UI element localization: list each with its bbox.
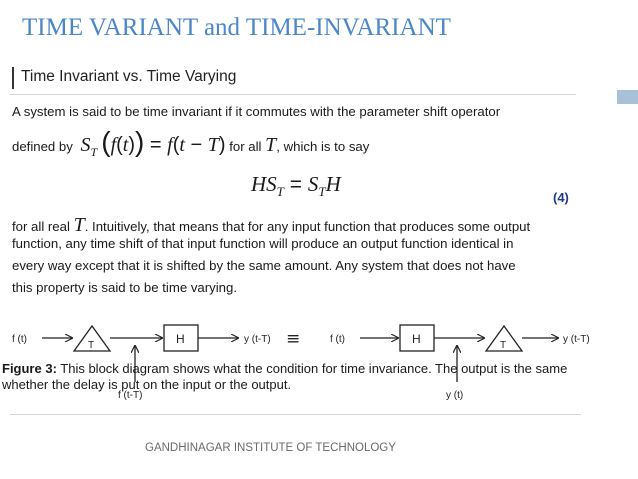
slide-title: TIME VARIANT and TIME-INVARIANT [22, 14, 451, 41]
divider [10, 414, 581, 415]
left-system-label: H [176, 332, 185, 346]
right-delay-label: T [500, 340, 507, 351]
equivalence-symbol: ≡ [286, 329, 301, 349]
commute-equation: $HS_T = S_TH$ [251, 172, 341, 200]
left-mid-label: f (t-T) [118, 390, 143, 401]
text-fragment: for all real [12, 219, 70, 234]
left-delay-label: T [88, 340, 95, 351]
definition-line [12, 126, 369, 160]
right-mid-label: y (t) [446, 390, 464, 401]
left-input-label: f (t) [12, 334, 27, 345]
paragraph-line: every way except that it is shifted by the same amount. Any system that does not have [12, 258, 516, 273]
block-diagram [10, 310, 610, 410]
text-fragment: defined by [12, 139, 73, 154]
text-fragment: , which is to say [276, 139, 370, 154]
section-heading: Time Invariant vs. Time Varying [21, 68, 237, 85]
footer-text: GANDHINAGAR INSTITUTE OF TECHNOLOGY [145, 442, 396, 454]
right-system-label: H [412, 332, 421, 346]
paragraph-line [12, 214, 530, 237]
math-symbol-T: T [265, 134, 277, 156]
header-bar [12, 67, 14, 89]
caption-text: This block diagram shows what the condition for time invariance. The output is the same whether the delay is put on the input or the output. [2, 361, 568, 392]
accent-square [617, 90, 638, 104]
text-fragment: . Intuitively, that means that for any input function that produces some output [84, 219, 531, 234]
text-fragment: for all [229, 139, 262, 154]
right-input-label: f (t) [330, 334, 345, 345]
caption-label: Figure 3: [2, 361, 57, 376]
equation-number: (4) [553, 190, 569, 205]
figure-caption [2, 361, 582, 393]
paragraph-line: A system is said to be time invariant if it commutes with the parameter shift operator [12, 104, 501, 119]
right-output-label: y (t-T) [563, 334, 590, 345]
paragraph-line: this property is said to be time varying. [12, 280, 238, 295]
left-output-label: y (t-T) [244, 334, 271, 345]
math-symbol-T: T [73, 214, 85, 236]
section-header [10, 64, 576, 95]
paragraph-line: function, any time shift of that input function will produce an output function identical in [12, 236, 514, 251]
shift-operator-formula: $S_T$ (f(t)) = f(t − T) [80, 126, 226, 159]
